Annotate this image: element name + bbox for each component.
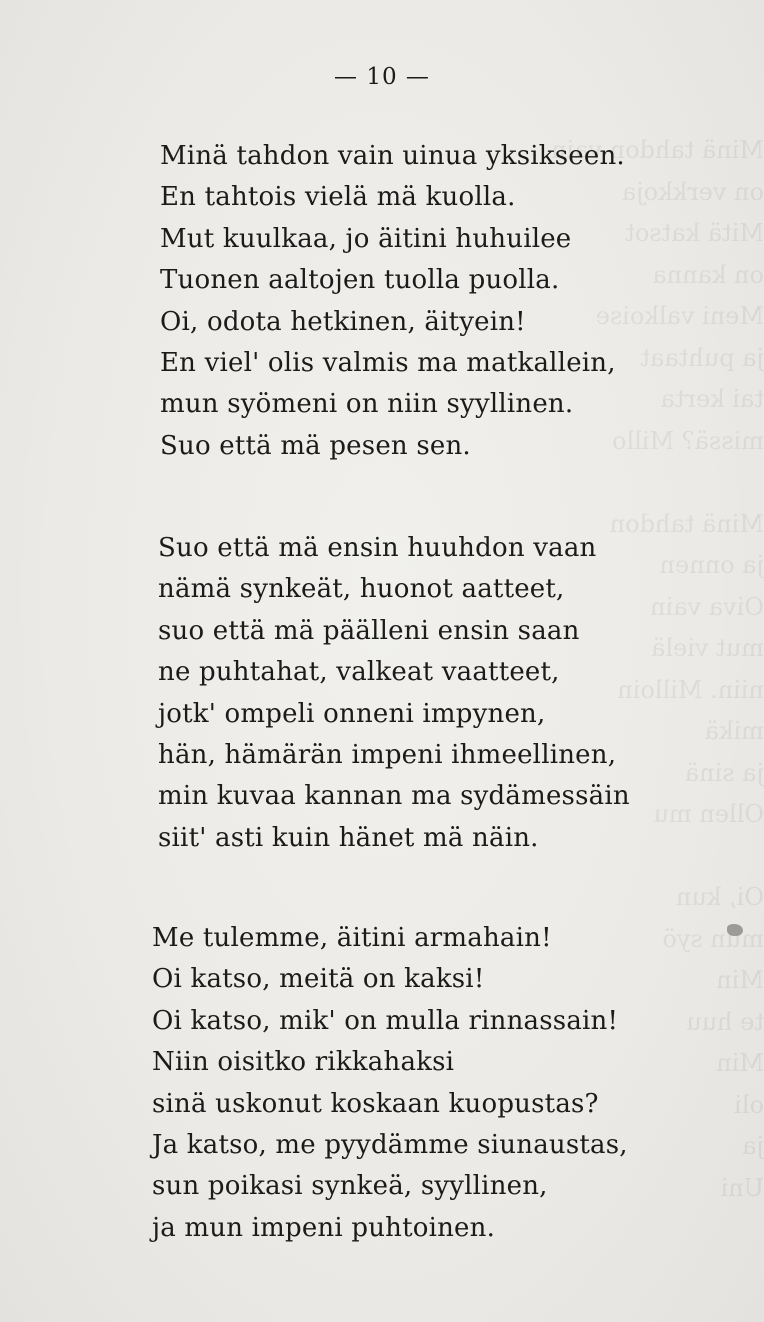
poem-line: Suo että mä pesen sen.: [160, 430, 471, 461]
poem-line: Tuonen aaltojen tuolla puolla.: [160, 265, 560, 296]
poem-line: nämä synkeät, huonot aatteet,: [158, 574, 565, 605]
poem-line: Mut kuulkaa, jo äitini huhuilee: [160, 223, 572, 254]
paper-speck: [727, 924, 743, 936]
poem-line: Oi katso, mik' on mulla rinnassain!: [152, 1005, 619, 1036]
poem-line: Oi katso, meitä on kaksi!: [152, 964, 485, 995]
poem-line: min kuvaa kannan ma sydämessäin: [158, 781, 630, 812]
poem-line: En viel' olis valmis ma matkallein,: [160, 348, 616, 379]
poem-line: mun syömeni on niin syyllinen.: [160, 389, 574, 420]
poem-line: hän, hämärän impeni ihmeellinen,: [158, 740, 617, 771]
stanza-2: [158, 528, 630, 859]
poem-line: ja mun impeni puhtoinen.: [152, 1212, 496, 1243]
poem-line: siit' asti kuin hänet mä näin.: [158, 822, 539, 853]
stanza-1: [160, 136, 625, 467]
show-through-texture: Minä tahdon vain on verkkoja Mitä katsot on kanna Meni valkoise ja puhtaat tai kerta missä? Millo Minä tahdon ja onnen Oiva vain mut vielä niin. Milloin mikä ja sinä Ollen mu Oi, kun mun syö Min te huu Min oli ja Uni: [551, 136, 764, 1202]
poem-line: En tahtois vielä mä kuolla.: [160, 182, 516, 213]
poem-line: Oi, odota hetkinen, äityein!: [160, 306, 526, 337]
poem-line: jotk' ompeli onneni impynen,: [158, 698, 546, 729]
poem-line: Niin oisitko rikkahaksi: [152, 1047, 455, 1078]
poem-line: ne puhtahat, valkeat vaatteet,: [158, 657, 560, 688]
poem-line: Me tulemme, äitini armahain!: [152, 923, 552, 953]
poem-line: sinä uskonut koskaan kuopustas?: [152, 1088, 599, 1119]
poem-line: suo että mä päälleni ensin saan: [158, 615, 580, 646]
poem-line: sun poikasi synkeä, syyllinen,: [152, 1171, 548, 1202]
poem-line: Ja katso, me pyydämme siunaustas,: [152, 1130, 628, 1161]
poem-line: Suo että mä ensin huuhdon vaan: [158, 533, 597, 563]
poem-line: Minä tahdon vain uinua yksikseen.: [160, 141, 625, 171]
stanza-3: [152, 918, 628, 1249]
page-number: — 10 —: [334, 64, 430, 90]
